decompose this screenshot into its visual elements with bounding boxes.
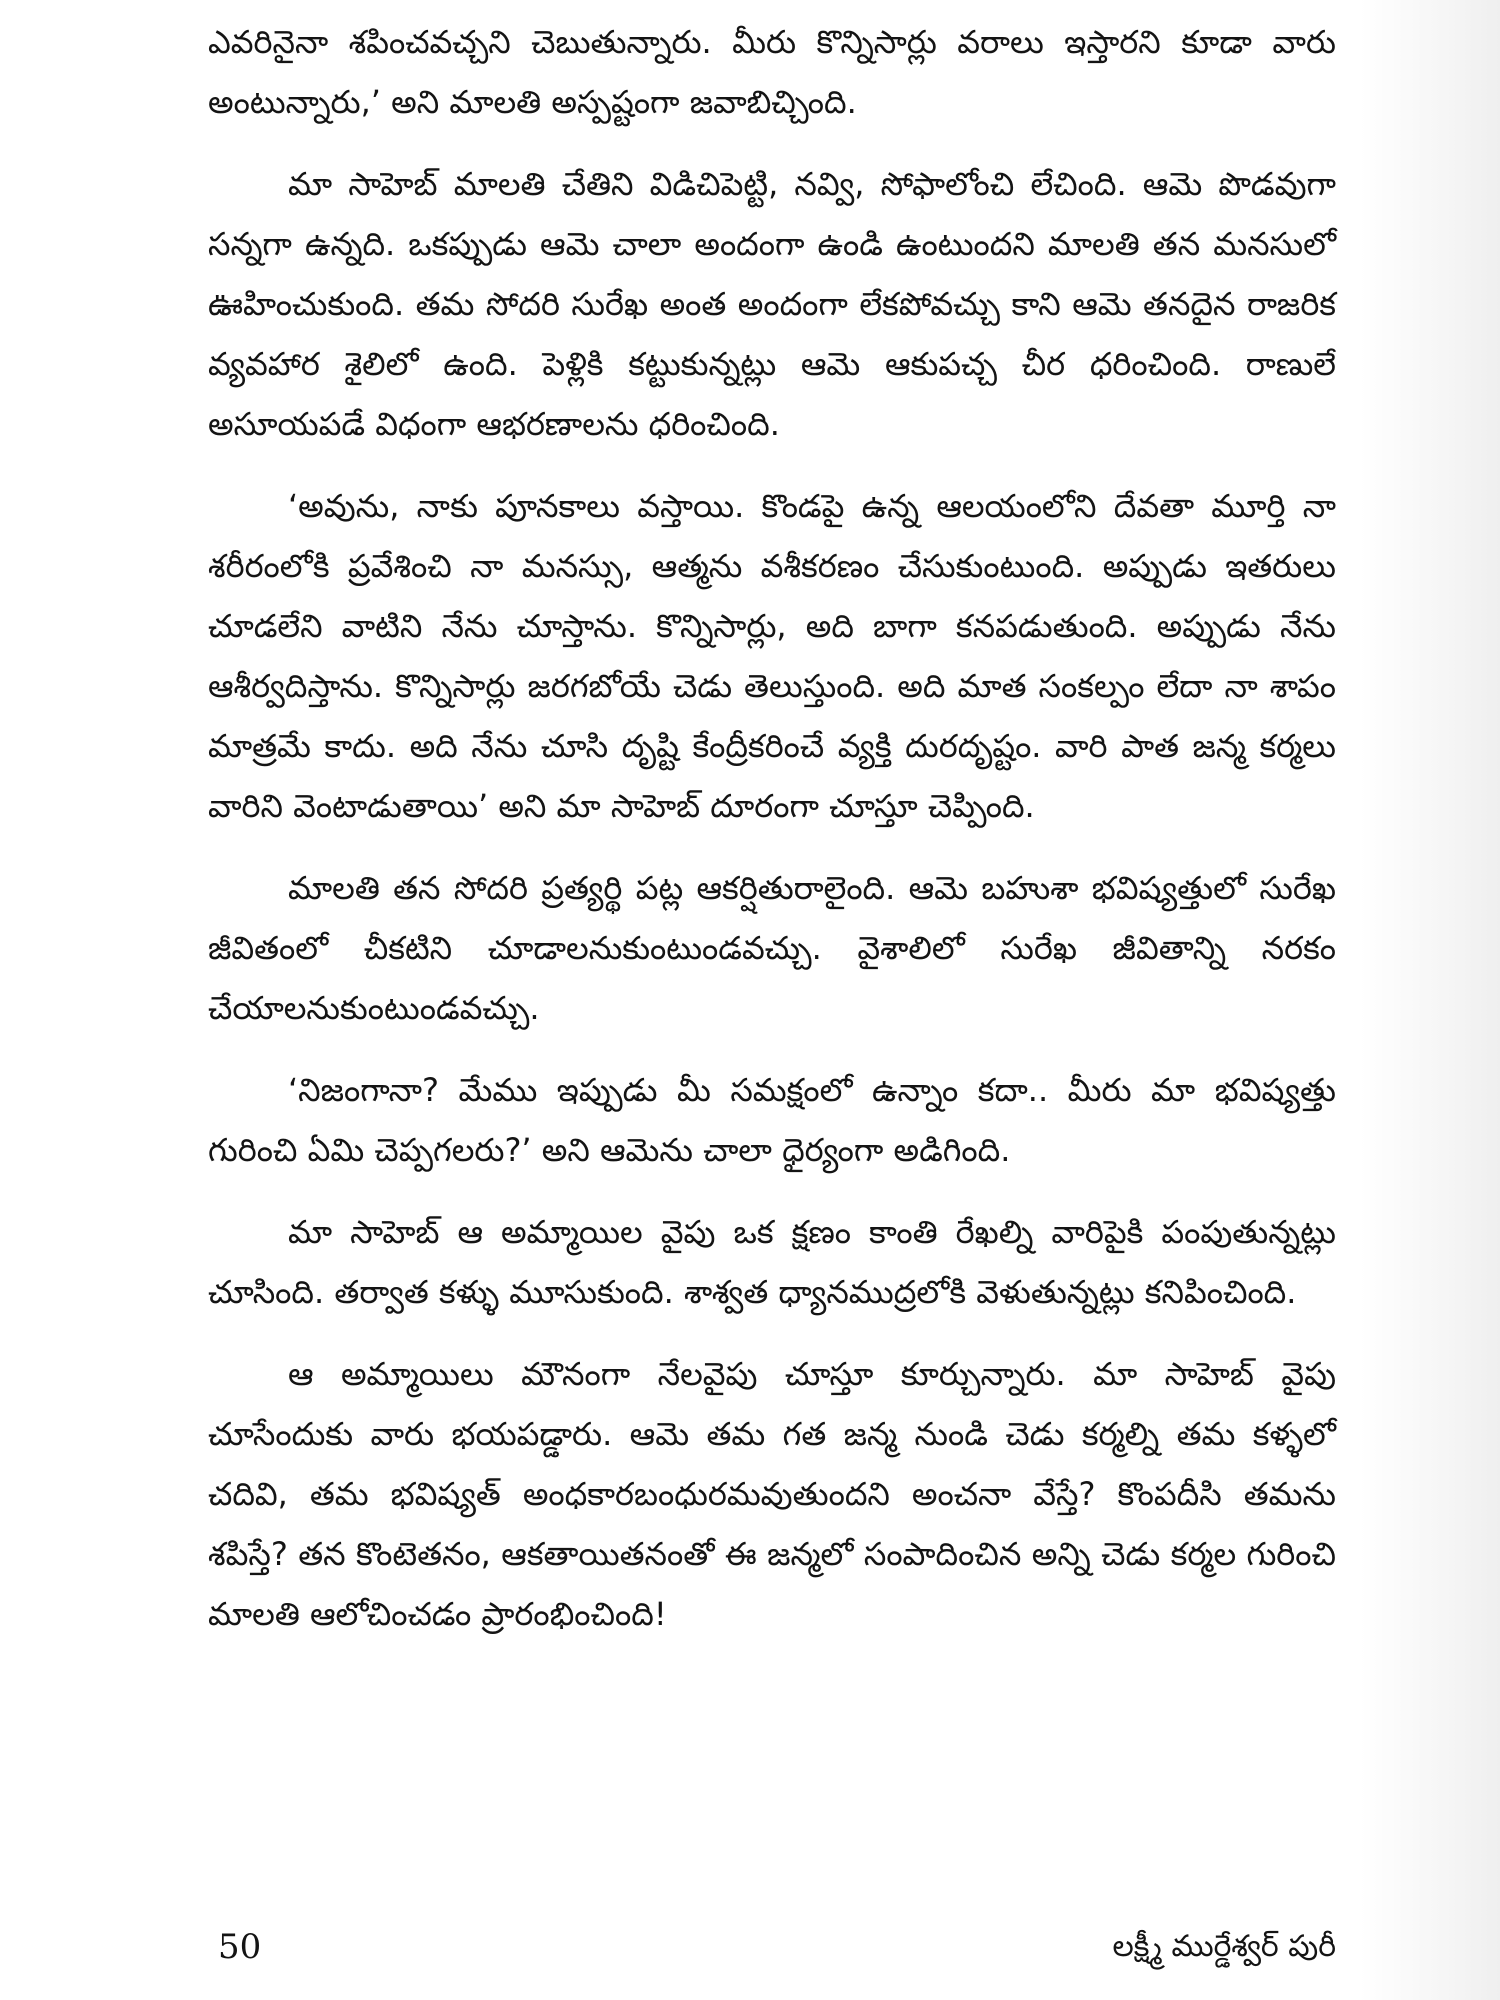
paragraph-4: మాలతి తన సోదరి ప్రత్యర్థి పట్ల ఆకర్షితురాలైంది. ఆమె బహుశా భవిష్యత్తులో సురేఖ జీవితంలో చీకటిని చూడాలనుకుంటుండవచ్చు. వైశాలిలో సురేఖ జీవితాన్ని నరకం చేయాలనుకుంటుండవచ్చు. [208, 869, 1336, 1027]
paragraph-6: మా సాహెబ్ ఆ అమ్మాయిల వైపు ఒక క్షణం కాంతి రేఖల్ని వారిపైకి పంపుతున్నట్లు చూసింది. తర్వాత కళ్ళు మూసుకుంది. శాశ్వత ధ్యానముద్రలోకి వెళుతున్నట్లు కనిపించింది. [208, 1213, 1336, 1311]
paragraph-3: ‘అవును, నాకు పూనకాలు వస్తాయి. కొండపై ఉన్న ఆలయంలోని దేవతా మూర్తి నా శరీరంలోకి ప్రవేశించి నా మనస్సు, ఆత్మను వశీకరణం చేసుకుంటుంది. అప్పుడు ఇతరులు చూడలేని వాటిని నేను చూస్తాను. కొన్నిసార్లు, అది బాగా కనపడుతుంది. అప్పుడు నేను ఆశీర్వదిస్తాను. కొన్నిసార్లు జరగబోయే చెడు తెలుస్తుంది. అది మాత సంకల్పం లేదా నా శాపం మాత్రమే కాదు. అది నేను చూసి దృష్టి కేంద్రీకరించే వ్యక్తి దురదృష్టం. వారి పాత జన్మ కర్మలు వారిని వెంటాడుతాయి’ అని మా సాహెబ్ దూరంగా చూస్తూ చెప్పింది. [208, 487, 1336, 825]
page-number: 50 [218, 1927, 262, 1967]
paragraph-5: ‘నిజంగానా? మేము ఇప్పుడు మీ సమక్షంలో ఉన్నాం కదా.. మీరు మా భవిష్యత్తు గురించి ఏమి చెప్పగలరు?’ అని ఆమెను చాలా ధైర్యంగా అడిగింది. [208, 1071, 1336, 1169]
running-footer-author: లక్ష్మీ ముర్డేశ్వర్ పురీ [1112, 1929, 1336, 1964]
paragraph-7: ఆ అమ్మాయిలు మౌనంగా నేలవైపు చూస్తూ కూర్చున్నారు. మా సాహెబ్ వైపు చూసేందుకు వారు భయపడ్డారు. ఆమె తమ గత జన్మ నుండి చెడు కర్మల్ని తమ కళ్ళలో చదివి, తమ భవిష్యత్ అంధకారబంధురమవుతుందని అంచనా వేస్తే? కొంపదీసి తమను శపిస్తే? తన కొంటెతనం, ఆకతాయితనంతో ఈ జన్మలో సంపాదించిన అన్ని చెడు కర్మల గురించి మాలతి ఆలోచించడం ప్రారంభించింది! [208, 1355, 1337, 1633]
paragraph-1: ఎవరినైనా శపించవచ్చని చెబుతున్నారు. మీరు కొన్నిసార్లు వరాలు ఇస్తారని కూడా వారు అంటున్నారు,’ అని మాలతి అస్పష్టంగా జవాబిచ్చింది. [208, 23, 1336, 121]
page-edge-shadow [1360, 0, 1500, 2000]
body-text [208, 12, 1336, 1666]
paragraph-2: మా సాహెబ్ మాలతి చేతిని విడిచిపెట్టి, నవ్వి, సోఫాలోంచి లేచింది. ఆమె పొడవుగా సన్నగా ఉన్నది. ఒకప్పుడు ఆమె చాలా అందంగా ఉండి ఉంటుందని మాలతి తన మనసులో ఊహించుకుంది. తమ సోదరి సురేఖ అంత అందంగా లేకపోవచ్చు కాని ఆమె తనదైన రాజరిక వ్యవహార శైలిలో ఉంది. పెళ్లికి కట్టుకున్నట్లు ఆమె ఆకుపచ్చ చీర ధరించింది. రాణులే అసూయపడే విధంగా ఆభరణాలను ధరించింది. [208, 165, 1336, 443]
page-footer [208, 1922, 1336, 1972]
